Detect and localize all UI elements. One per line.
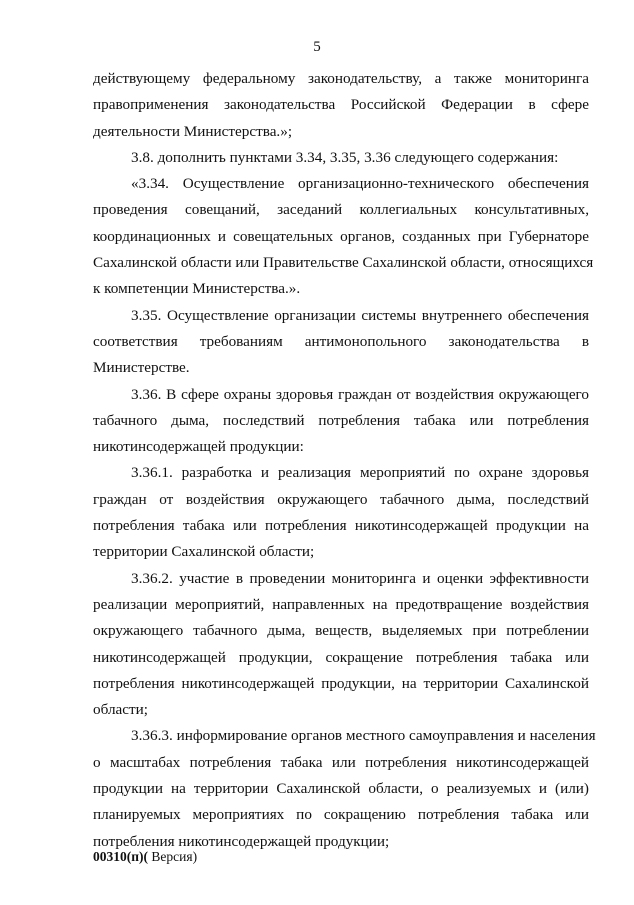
text-line: «3.34. Осуществление организационно-технического обеспечения xyxy=(131,175,589,193)
page-number: 5 xyxy=(313,39,321,55)
paragraph xyxy=(93,145,589,171)
text-line: 3.36.3. информирование органов местного самоуправления и населения xyxy=(131,727,596,745)
paragraph xyxy=(93,66,589,145)
text-line: продукции на территории Сахалинской области, о реализуемых и (или) xyxy=(93,780,589,798)
paragraph xyxy=(93,382,589,461)
text-line: территории Сахалинской области; xyxy=(93,543,315,561)
text-line: табачного дыма, последствий потребления табака или потребления xyxy=(93,411,589,429)
paragraph xyxy=(93,171,594,302)
text-line: потребления никотинсодержащей продукции, на территории Сахалинской xyxy=(93,674,589,692)
text-line: граждан от воздействия окружающего табачного дыма, последствий xyxy=(93,490,589,508)
document-code: 00310(п)( xyxy=(93,849,149,864)
text-line: к компетенции Министерства.». xyxy=(93,280,301,298)
text-line: никотинсодержащей продукции, сокращение потребления табака или xyxy=(93,648,589,666)
text-line: Министерстве. xyxy=(93,359,190,377)
text-line: проведения совещаний, заседаний коллегиальных консультативных, xyxy=(93,201,589,219)
text-line: потребления табака или потребления никотинсодержащей продукции на xyxy=(93,517,589,535)
text-line: 3.36.2. участие в проведении мониторинга и оценки эффективности xyxy=(131,569,589,587)
document-version: Версия) xyxy=(148,849,198,864)
text-line: планируемых мероприятиях по сокращению потребления табака или xyxy=(93,806,589,824)
text-line: соответствия требованиям антимонопольного законодательства в xyxy=(93,332,589,350)
text-line: области; xyxy=(93,701,148,719)
text-line: реализации мероприятий, направленных на предотвращение воздействия xyxy=(93,595,589,613)
text-line: 3.36.1. разработка и реализация мероприятий по охране здоровья xyxy=(131,464,589,482)
text-line: никотинсодержащей продукции: xyxy=(93,438,304,456)
text-line: окружающего табачного дыма, веществ, выделяемых при потреблении xyxy=(93,622,589,640)
text-line: 3.8. дополнить пунктами 3.34, 3.35, 3.36 следующего содержания: xyxy=(131,148,559,166)
paragraph xyxy=(93,723,596,854)
text-line: потребления никотинсодержащей продукции; xyxy=(93,832,390,850)
paragraph xyxy=(93,566,589,724)
paragraph xyxy=(93,460,589,565)
document-body xyxy=(93,66,596,855)
paragraph xyxy=(93,303,589,382)
text-line: о масштабах потребления табака или потребления никотинсодержащей xyxy=(93,753,589,771)
text-line: 3.36. В сфере охраны здоровья граждан от воздействия окружающего xyxy=(131,385,589,403)
text-line: Сахалинской области или Правительстве Сахалинской области, относящихся xyxy=(93,254,594,272)
document-footer-code xyxy=(93,848,197,866)
text-line: действующему федеральному законодательству, а также мониторинга xyxy=(93,70,589,87)
text-line: деятельности Министерства.»; xyxy=(93,122,293,140)
text-line: координационных и совещательных органов, созданных при Губернаторе xyxy=(93,227,589,245)
text-line: 3.35. Осуществление организации системы внутреннего обеспечения xyxy=(131,306,589,324)
text-line: правоприменения законодательства Российской Федерации в сфере xyxy=(93,96,589,114)
